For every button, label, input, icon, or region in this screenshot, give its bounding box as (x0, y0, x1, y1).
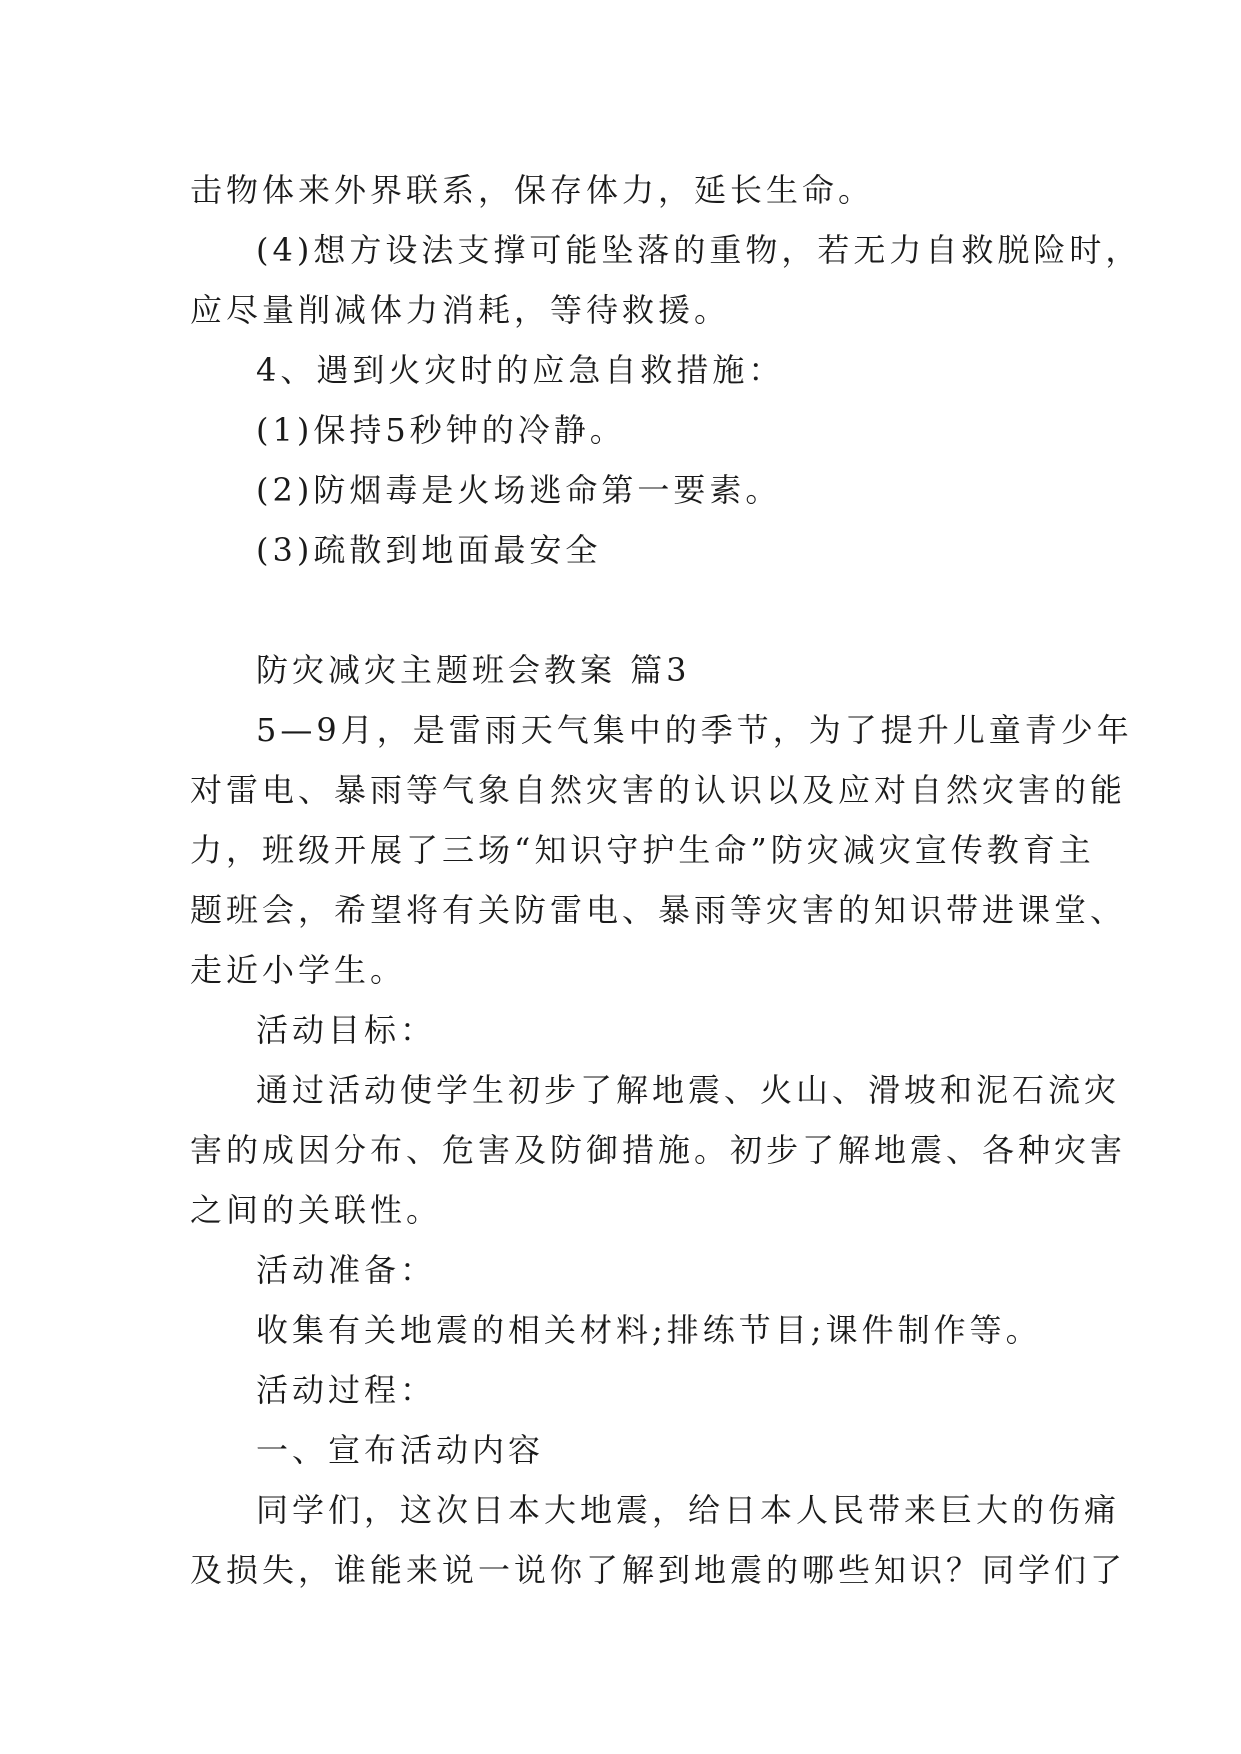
section-title: 防灾减灾主题班会教案 篇3 (256, 651, 691, 689)
paragraph-line: 之间的关联性。 (190, 1191, 443, 1229)
activity-prep-heading: 活动准备： (256, 1251, 437, 1289)
section-heading-fire: 4、遇到火灾时的应急自救措施： (256, 351, 785, 389)
paragraph-line: 通过活动使学生初步了解地震、火山、滑坡和泥石流灾 (256, 1071, 1121, 1109)
paragraph-line: 应尽量削减体力消耗，等待救援。 (190, 291, 731, 329)
activity-goal-heading: 活动目标： (256, 1011, 437, 1049)
paragraph-line: 及损失，谁能来说一说你了解到地震的哪些知识？同学们了 (190, 1551, 1127, 1589)
paragraph-line: 5—9月，是雷雨天气集中的季节，为了提升儿童青少年 (256, 711, 1133, 749)
paragraph-line: 击物体来外界联系，保存体力，延长生命。 (190, 171, 875, 209)
paragraph-line: 收集有关地震的相关材料;排练节目;课件制作等。 (256, 1311, 1042, 1349)
paragraph-line: 同学们，这次日本大地震，给日本人民带来巨大的伤痛 (256, 1491, 1121, 1529)
section-spacer (190, 580, 1070, 640)
list-item-1: (1)保持5秒钟的冷静。 (256, 411, 626, 449)
paragraph-line: 力，班级开展了三场“知识守护生命”防灾减灾宣传教育主 (190, 831, 1095, 869)
paragraph-line: 害的成因分布、危害及防御措施。初步了解地震、各种灾害 (190, 1131, 1127, 1169)
list-item-3: (3)疏散到地面最安全 (256, 531, 602, 569)
document-body (190, 160, 1142, 1600)
paragraph-line: 对雷电、暴雨等气象自然灾害的认识以及应对自然灾害的能 (190, 771, 1127, 809)
subsection-heading: 一、宣布活动内容 (256, 1431, 545, 1469)
list-item-4: (4)想方设法支撑可能坠落的重物，若无力自救脱险时， (256, 231, 1142, 269)
activity-process-heading: 活动过程： (256, 1371, 437, 1409)
list-item-2: (2)防烟毒是火场逃命第一要素。 (256, 471, 782, 509)
paragraph-line: 走近小学生。 (190, 951, 407, 989)
paragraph-line: 题班会，希望将有关防雷电、暴雨等灾害的知识带进课堂、 (190, 891, 1127, 929)
